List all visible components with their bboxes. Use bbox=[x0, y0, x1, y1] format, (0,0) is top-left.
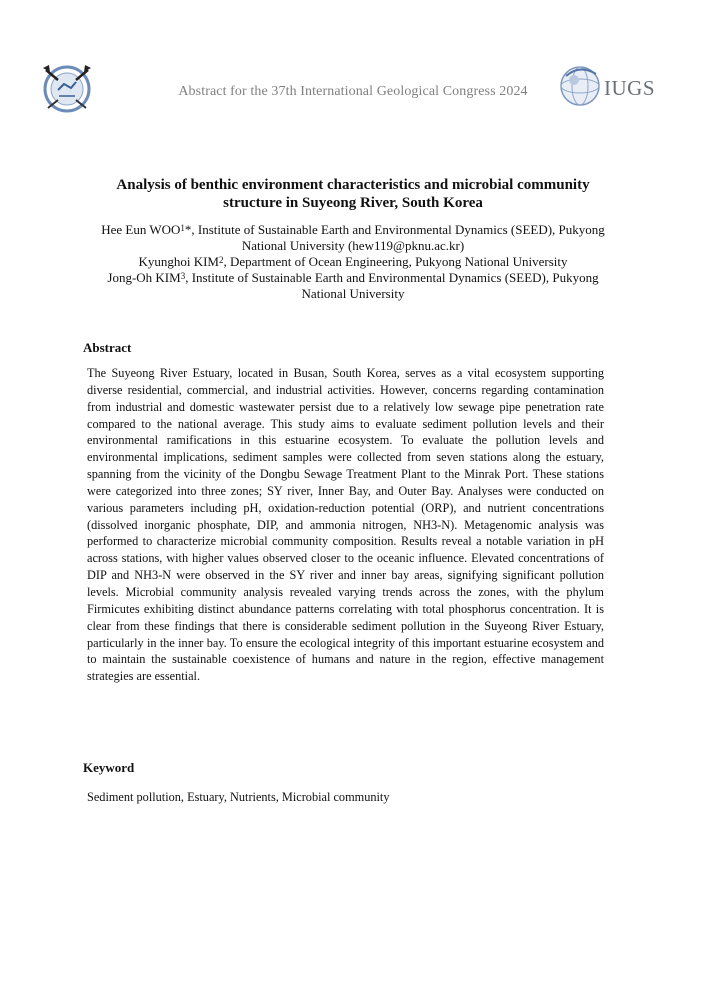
author-entry bbox=[70, 270, 636, 286]
author-name: Jong-Oh KIM bbox=[107, 270, 181, 285]
author-name: Hee Eun WOO bbox=[101, 222, 181, 237]
author-entry bbox=[70, 254, 636, 270]
author-affiliation-number: 1 bbox=[180, 223, 185, 233]
author-affiliation-cont: National University bbox=[301, 286, 405, 301]
keyword-list: Sediment pollution, Estuary, Nutrients, Microbial community bbox=[87, 790, 390, 804]
abstract-body: The Suyeong River Estuary, located in Busan, South Korea, serves as a vital ecosystem supporting diverse residential, commercial, and industrial activities. However, concerns regarding contamination from industrial and domestic wastewater persist due to a relatively low sewage pipe penetration rate compared to the national average. This study aims to evaluate sediment pollution levels and their environmental ramifications in this estuarine ecosystem. To evaluate the pollution levels and environmental implications, sediment samples were collected from seven stations along the estuary, spanning from the vicinity of the Dongbu Sewage Treatment Plant to the Minrak Port. These stations were categorized into three zones; SY river, Inner Bay, and Outer Bay. Analyses were conducted on various parameters including pH, oxidation-reduction potential (ORP), and nutrient concentrations (dissolved inorganic phosphate, DIP, and ammonia nitrogen, NH3-N). Metagenomic analysis was performed to characterize microbial community composition. Results reveal a notable variation in pH across stations, with higher values observed closer to the oceanic influence. Elevated concentrations of DIP and NH3-N were observed in the SY river and inner bay areas, signifying significant pollution levels. Microbial community analysis revealed varying trends across the zones, with the phylum Firmicutes exhibiting distinct abundance patterns correlating with total phosphorus concentration. It is clear from these findings that there is considerable sediment pollution in the Suyeong River Estuary, particularly in the inner bay. To ensure the ecological integrity of this important estuarine ecosystem and to maintain the sustainable coexistence of humans and nature in the region, effective management strategies are essential. bbox=[87, 366, 604, 684]
author-affiliation-cont: National University (hew119@pknu.ac.kr) bbox=[241, 238, 465, 253]
author-affiliation-number: 2 bbox=[218, 255, 224, 265]
author-affiliation: , Institute of Sustainable Earth and Environmental Dynamics (SEED), Pukyong bbox=[185, 270, 599, 285]
author-affiliation: *, Institute of Sustainable Earth and Environmental Dynamics (SEED), Pukyong bbox=[184, 222, 605, 237]
keyword-heading: Keyword bbox=[83, 760, 135, 775]
author-list bbox=[70, 222, 636, 302]
author-entry bbox=[70, 222, 636, 238]
paper-title bbox=[70, 176, 636, 212]
abstract-heading: Abstract bbox=[83, 340, 132, 355]
paper-title-line1: Analysis of benthic environment characteristics and microbial community bbox=[116, 177, 590, 193]
author-affiliation: , Department of Ocean Engineering, Pukyong National University bbox=[223, 254, 568, 269]
author-name: Kyunghoi KIM bbox=[138, 254, 219, 269]
author-affiliation-number: 3 bbox=[180, 271, 186, 281]
iugs-wordmark: IUGS bbox=[604, 76, 656, 100]
header-title: Abstract for the 37th International Geological Congress 2024 bbox=[178, 84, 528, 99]
paper-title-line2: structure in Suyeong River, South Korea bbox=[223, 195, 483, 211]
